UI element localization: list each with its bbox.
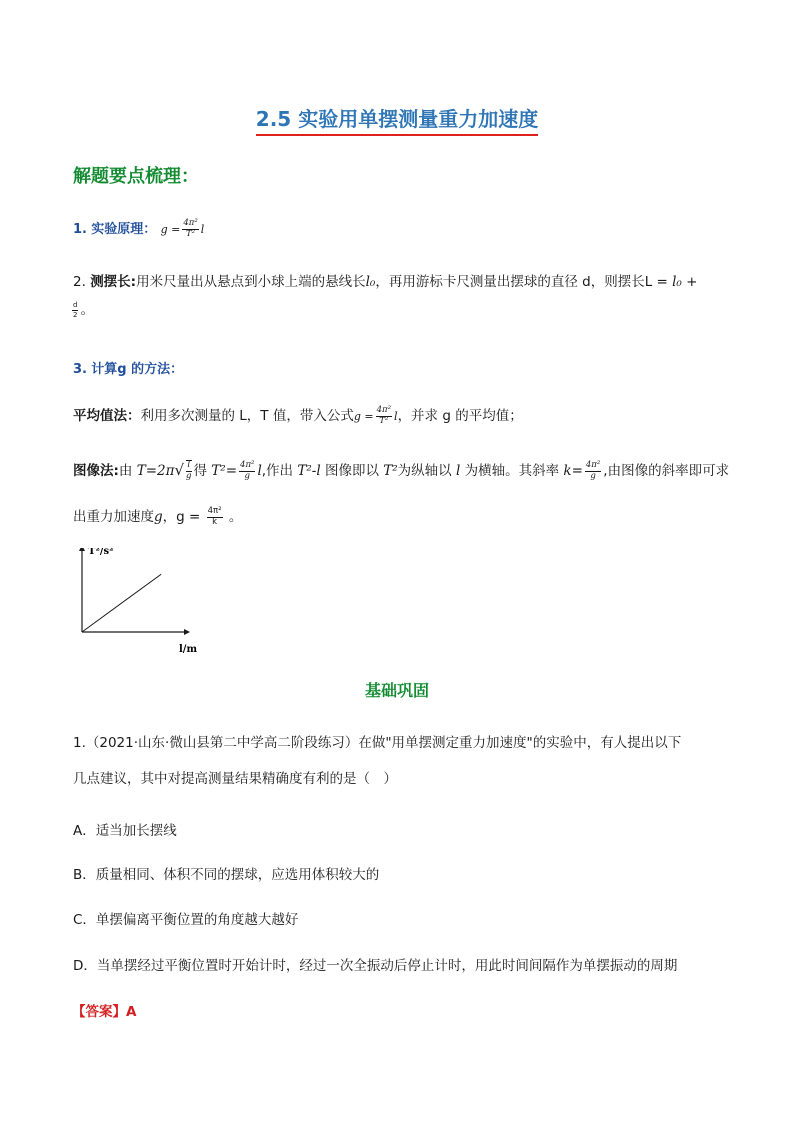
sqrt-icon: √ (174, 461, 185, 479)
question-1-line-1: 1.（2021·山东·微山县第二中学高二阶段练习）在做"用单摆测定重力加速度"的实验中，有人提出以下 (73, 735, 682, 751)
graph-t2b: T² (383, 463, 398, 479)
option-c: C．单摆偏离平衡位置的角度越大越好 (73, 912, 299, 928)
average-label: 平均值法： (73, 408, 141, 424)
graph-text-d: 图像即以 (324, 463, 379, 479)
average-var: l (394, 410, 398, 423)
graph-k-num: 4π² (585, 459, 601, 470)
graph-g-fraction (207, 507, 223, 528)
graph-frac-den: g (244, 470, 250, 481)
item-1-fraction (182, 219, 198, 240)
graph-text-e: 为纵轴以 (397, 463, 452, 479)
graph-text-c: ,作出 (261, 463, 294, 479)
item-2-label: 测摆长: (90, 274, 137, 290)
item-1-number: 1. (73, 222, 87, 237)
graph-line2-a: 出重力加速度 (73, 509, 154, 525)
average-text-b: ，并求 g 的平均值； (397, 408, 523, 424)
item-1-formula-lhs: g = (160, 223, 181, 236)
section-heading-points: 解题要点梳理： (73, 166, 199, 187)
graph-k-eq: k= (563, 463, 583, 479)
item-1-label: 实验原理： (91, 222, 157, 237)
y-axis-arrow-icon (79, 548, 85, 551)
y-axis-label: T²/s² (88, 548, 114, 557)
item-2-plus: + (686, 274, 698, 290)
x-axis-label: l/m (179, 644, 198, 655)
item-1-frac-num: 4π² (183, 217, 198, 228)
graph-t2l: T²-l (297, 463, 321, 479)
graph-var: l (257, 463, 262, 479)
item-2-fraction (72, 301, 78, 318)
graph-method-line-2 (73, 505, 242, 527)
series-line (82, 574, 161, 632)
item-3-number: 3. (73, 362, 87, 377)
item-3-methods (73, 358, 183, 377)
item-2-l0b: l₀ (672, 274, 682, 290)
item-2-fraction-line (70, 298, 94, 319)
graph-fraction (239, 461, 255, 482)
graph-gvar: g (154, 509, 163, 525)
item-2-end: 。 (80, 302, 94, 318)
option-d: D．当单摆经过平衡位置时开始计时，经过一次全振动后停止计时，用此时间间隔作为单摆振动的周期 (73, 958, 678, 974)
section-heading-basic: 基础巩固 (364, 681, 429, 700)
graph-sqrt-fraction (186, 460, 191, 482)
graph-sqrt-num: l (187, 460, 191, 471)
graph-text-g: ,由图像的斜率即可求 (603, 463, 730, 479)
graph-label: 图像法: (73, 463, 119, 479)
graph-g-den: k (212, 516, 218, 527)
answer-label: 【答案】 (72, 1004, 126, 1020)
graph-t2: T²= (211, 463, 238, 479)
item-2-length (73, 270, 697, 290)
graph-k-fraction (585, 461, 601, 482)
average-method (73, 404, 523, 426)
answer-value: A (126, 1004, 137, 1020)
item-1-var: l (200, 223, 205, 236)
average-fraction (376, 406, 392, 427)
item-2-text-b: ，再用游标卡尺测量出摆球的直径 d，则摆长L = (375, 274, 668, 290)
average-frac-den: T² (379, 415, 389, 426)
graph-lvar: l (455, 463, 461, 479)
item-2-text-a: 用米尺量出从悬点到小球上端的悬线长 (136, 274, 366, 290)
graph-text-a: 由 (118, 463, 133, 479)
option-a: A．适当加长摆线 (73, 823, 177, 839)
item-2-frac-num: d (73, 301, 78, 310)
x-axis-arrow-icon (184, 629, 190, 635)
graph-line2-b: ，g = (162, 509, 201, 525)
page-title-text: 2.5 实验用单摆测量重力加速度 (256, 103, 538, 136)
average-formula-lhs: g = (353, 410, 374, 423)
item-1-frac-den: T² (186, 228, 196, 239)
average-text-a: 利用多次测量的 L，T 值，带入公式 (140, 408, 354, 424)
graph-frac-num: 4π² (240, 459, 255, 470)
graph-text-f: 为横轴。其斜率 (464, 463, 560, 479)
t2-l-chart (60, 548, 210, 658)
graph-method-line-1 (73, 459, 729, 482)
option-b: B．质量相同、体积不同的摆球，应选用体积较大的 (73, 867, 380, 883)
average-frac-num: 4π² (376, 404, 392, 415)
graph-k-den: g (590, 470, 596, 481)
graph-t-eq: T=2π (136, 463, 175, 479)
item-2-frac-den: 2 (72, 310, 78, 319)
question-1-line-2: 几点建议，其中对提高测量结果精确度有利的是（ ） (73, 771, 397, 787)
item-2-l0: l₀ (365, 274, 376, 290)
page-title (0, 103, 794, 136)
answer (72, 1000, 136, 1020)
graph-text-b: 得 (193, 463, 207, 479)
graph-g-num: 4π² (207, 505, 222, 516)
graph-line2-end: 。 (228, 509, 243, 525)
item-1-principle (73, 218, 204, 239)
graph-sqrt-den: g (186, 471, 192, 481)
item-2-number: 2. (73, 274, 86, 290)
item-3-label: 计算g 的方法： (91, 362, 184, 377)
